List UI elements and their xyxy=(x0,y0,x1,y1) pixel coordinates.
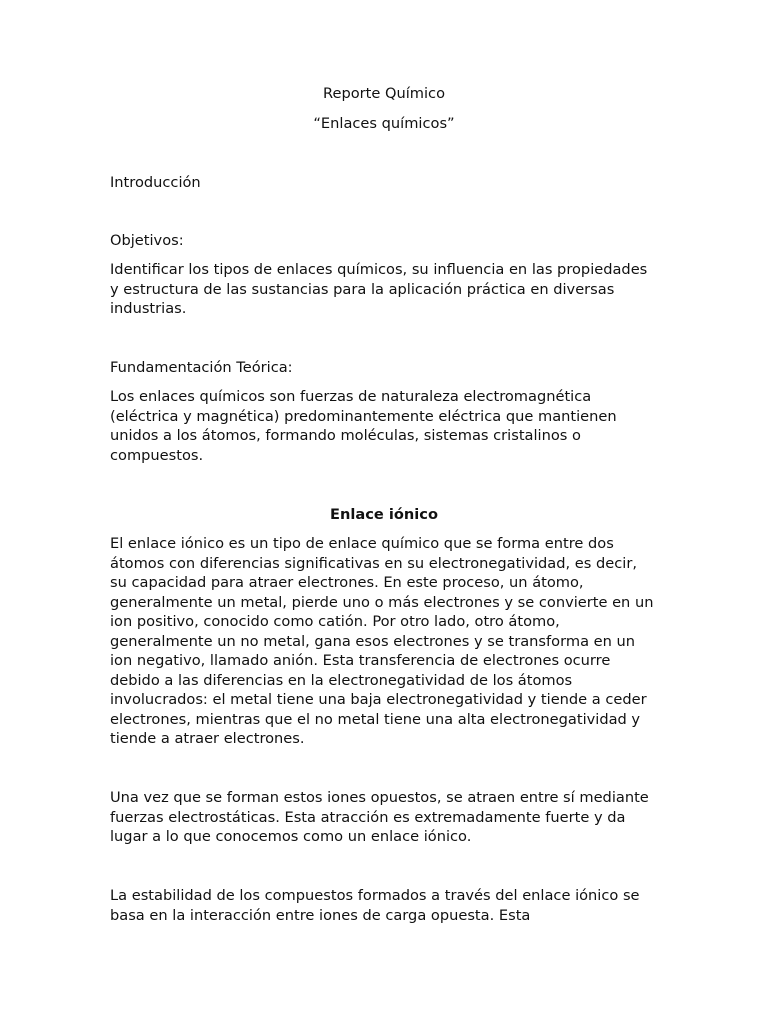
ionic-paragraph-3: La estabilidad de los compuestos formados a través del enlace iónico se basa en la interacción entre iones de carga opuesta. Esta xyxy=(110,887,640,924)
ionic-bond-heading: Enlace iónico xyxy=(330,506,438,523)
document-title: Reporte Químico xyxy=(322,85,445,102)
objectives-paragraph: Identificar los tipos de enlaces químicos, su influencia en las propiedades y estructura de las sustancias para la aplicación práctica en diversas industrias. xyxy=(110,261,648,317)
theory-paragraph: Los enlaces químicos son fuerzas de naturaleza electromagnética (eléctrica y magnética) predominantemente eléctrica que mantienen unidos a los átomos, formando moléculas, sistemas cristalinos o compuestos. xyxy=(110,388,617,464)
ionic-paragraph-2: Una vez que se forman estos iones opuestos, se atraen entre sí mediante fuerzas electrostáticas. Esta atracción es extremadamente fuerte y da lugar a lo que conocemos como un enlace iónico. xyxy=(110,789,649,845)
ionic-paragraph-1: El enlace iónico es un tipo de enlace químico que se forma entre dos átomos con diferencias significativas en su electronegatividad, es decir, su capacidad para atraer electrones. En este proceso, un átomo, generalmente un metal, pierde uno o más electrones y se convierte en un ion positivo, conocido como catión. Por otro lado, otro átomo, generalmente un no metal, gana esos electrones y se transforma en un ion negativo, llamado anión. Esta transferencia de electrones ocurre debido a las diferencias en la electronegatividad de los átomos involucrados: el metal tiene una baja electronegatividad y tiende a ceder electrones, mientras que el no metal tiene una alta electronegatividad y tiende a atraer electrones. xyxy=(110,535,654,747)
document-subtitle: “Enlaces químicos” xyxy=(313,115,455,132)
theory-heading: Fundamentación Teórica: xyxy=(110,359,293,376)
introduction-heading: Introducción xyxy=(110,174,201,191)
objectives-heading: Objetivos: xyxy=(110,232,184,249)
